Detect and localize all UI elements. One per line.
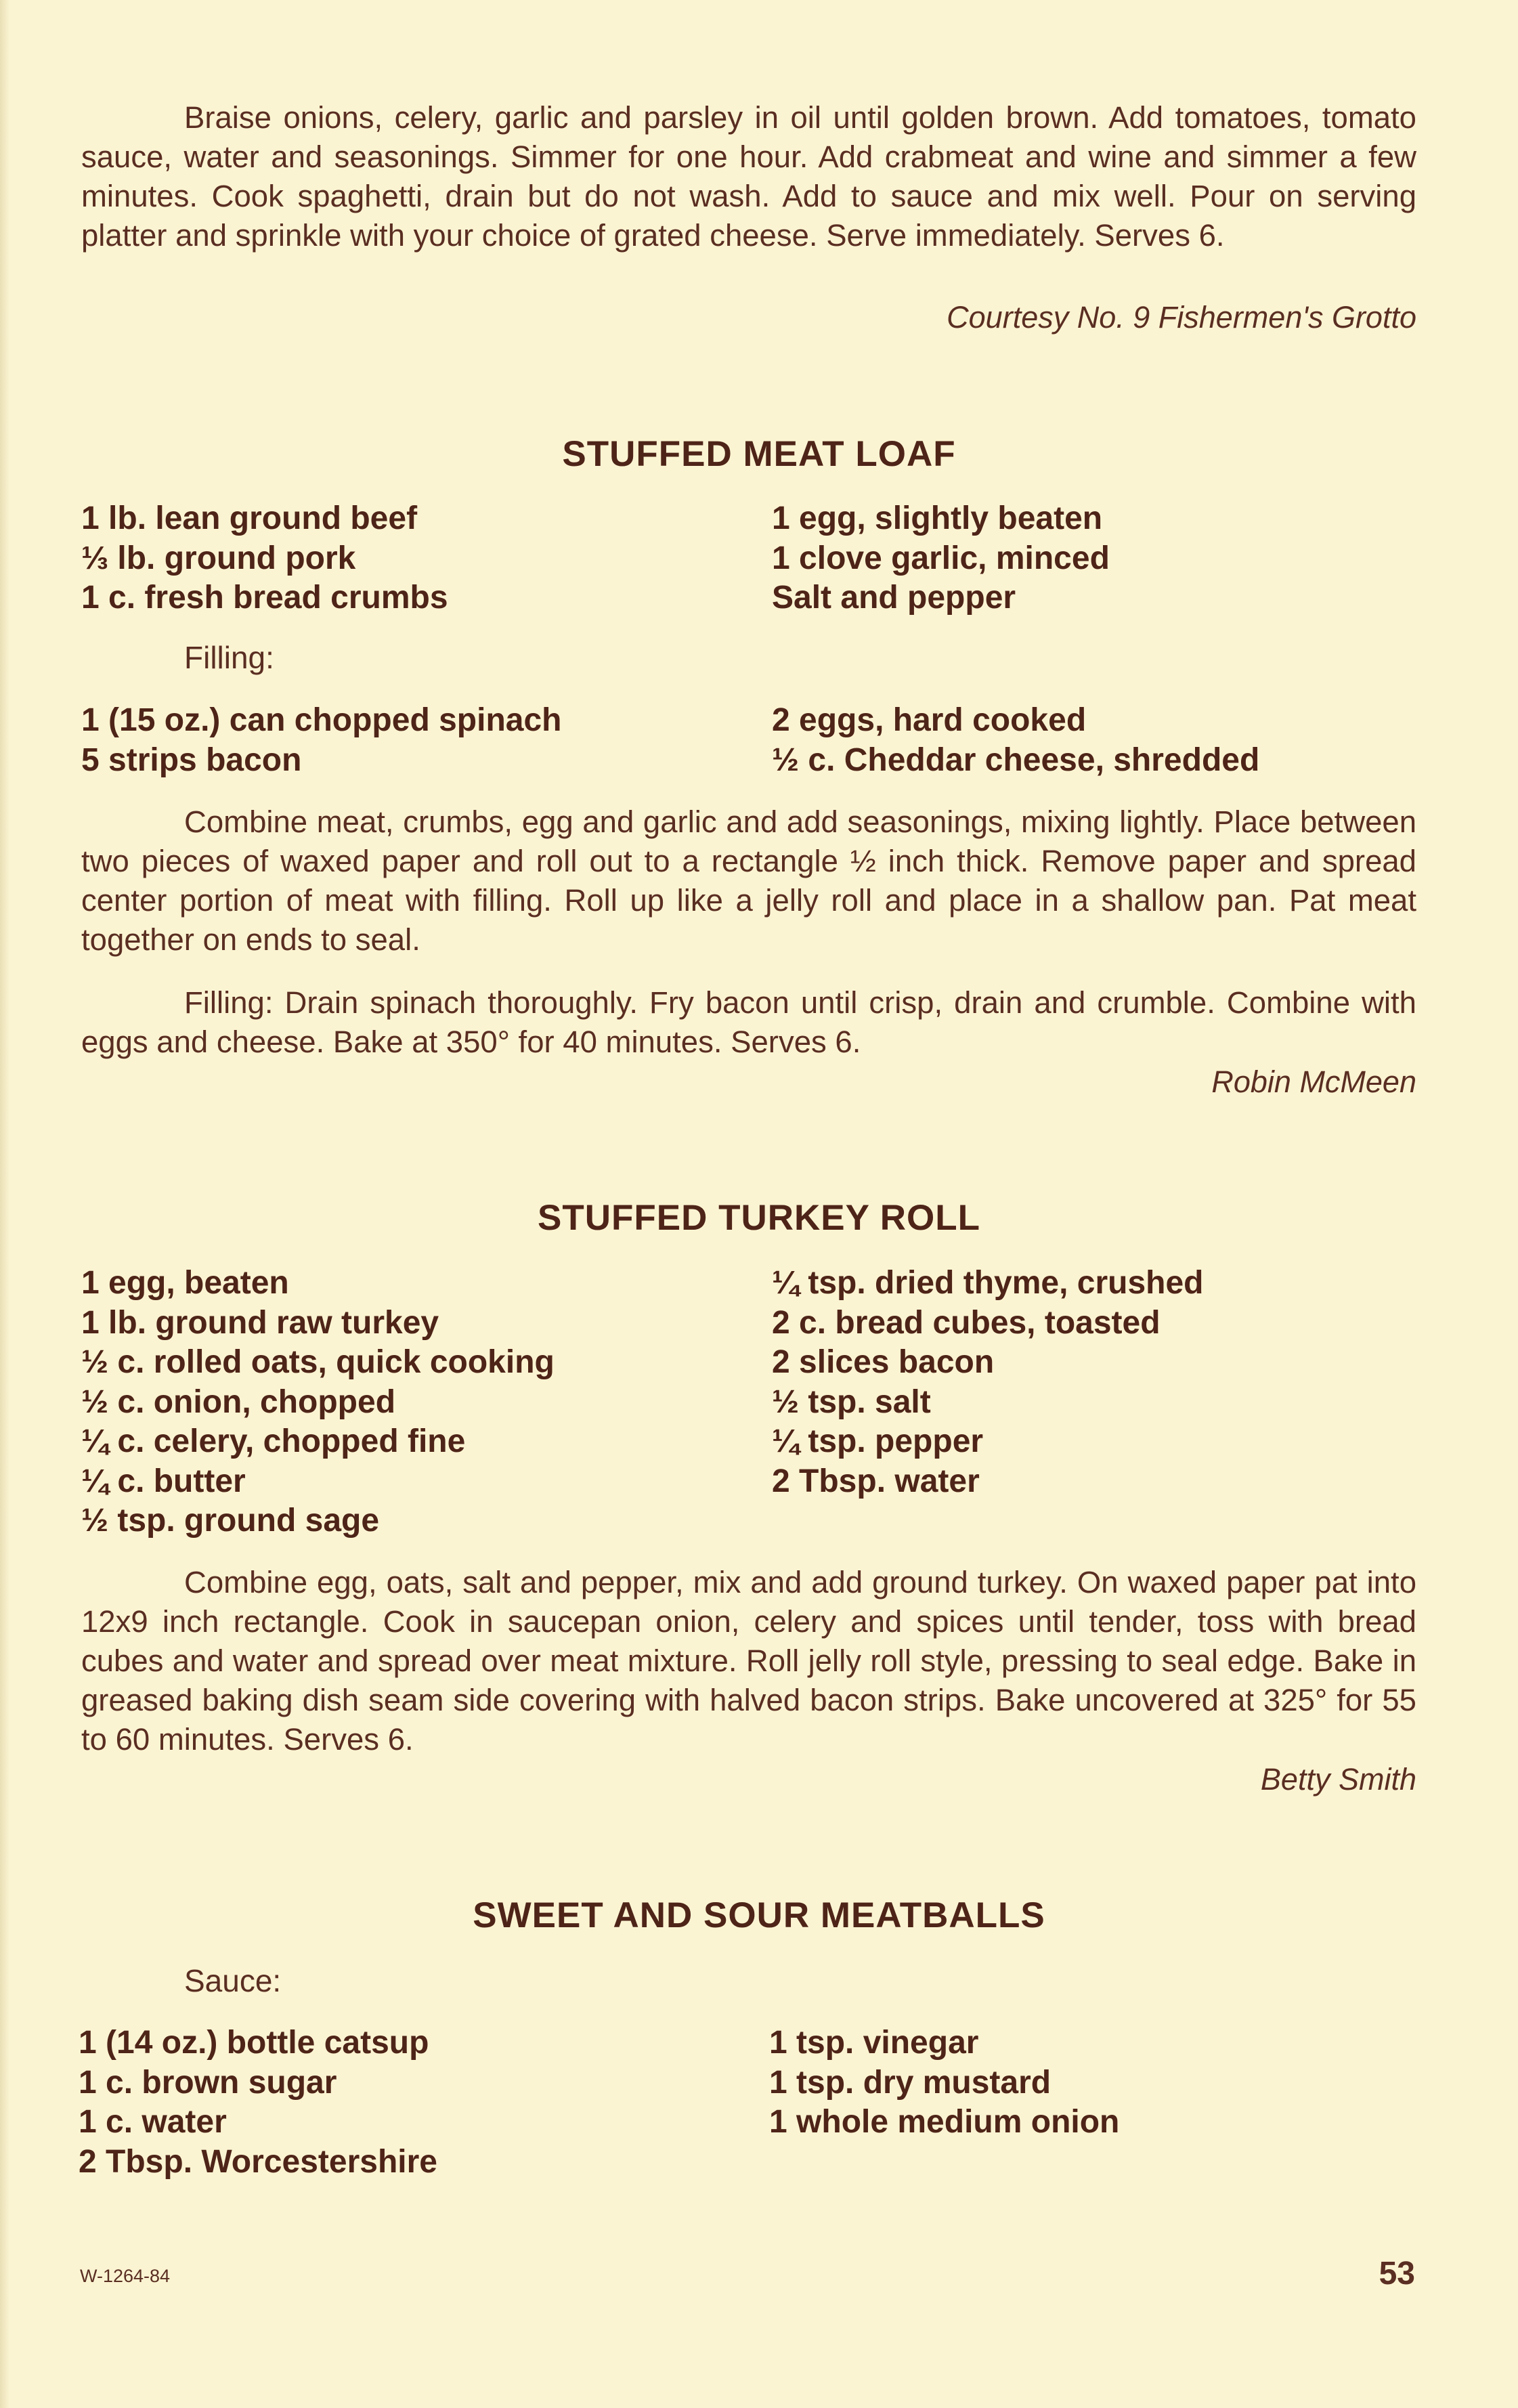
footer-code: W-1264-84 (80, 2266, 171, 2286)
meat-loaf-credit: Robin McMeen (1211, 1065, 1416, 1099)
ingredient-item: 2 Tbsp. Worcestershire (79, 2143, 437, 2180)
ingredient-item: 1 tsp. vinegar (769, 2025, 979, 2061)
intro-credit: Courtesy No. 9 Fishermen's Grotto (947, 300, 1416, 335)
ingredient-item: ½ c. onion, chopped (81, 1383, 396, 1420)
ingredient-item: 2 c. bread cubes, toasted (772, 1304, 1161, 1341)
ingredient-item: ¼ tsp. dried thyme, crushed (772, 1265, 1204, 1301)
ingredient-item: ¼ tsp. pepper (772, 1423, 984, 1459)
ingredient-item: 1 egg, slightly beaten (772, 500, 1103, 536)
ingredient-item: 1 (15 oz.) can chopped spinach (81, 702, 562, 738)
meatballs-sauce-ingredients-left (79, 2023, 437, 2182)
meatballs-sauce-ingredients-right (769, 2023, 1119, 2143)
meat-loaf-ingredients-left (81, 499, 448, 618)
ingredient-item: ½ tsp. ground sage (81, 1503, 380, 1539)
ingredient-item: 2 eggs, hard cooked (772, 702, 1087, 738)
meat-loaf-filling-directions: Filling: Drain spinach thoroughly. Fry bacon until crisp, drain and crumble. Combine with eggs and cheese. Bake at 350° for 40 minutes. Serves 6. (81, 985, 1416, 1059)
turkey-roll-ingredients-left (81, 1264, 555, 1541)
ingredient-item: 1 lb. ground raw turkey (81, 1304, 439, 1341)
meat-loaf-directions: Combine meat, crumbs, egg and garlic and add seasonings, mixing lightly. Place between two pieces of waxed paper and roll out to a rectangle ½ inch thick. Remove paper and spread center portion of meat with filling. Roll up like a jelly roll and place in a shallow pan. Pat meat together on ends to seal. (81, 804, 1416, 957)
filling-label: Filling: (184, 640, 274, 675)
ingredient-item: ¼ c. butter (81, 1463, 246, 1499)
ingredient-item: 1 c. water (79, 2104, 227, 2140)
ingredient-item: 1 (14 oz.) bottle catsup (79, 2025, 429, 2061)
meat-loaf-ingredients-right (772, 499, 1110, 618)
ingredient-item: Salt and pepper (772, 580, 1016, 616)
recipe-title-stuffed-meat-loaf: STUFFED MEAT LOAF (562, 434, 956, 474)
ingredient-item: ½ c. rolled oats, quick cooking (81, 1344, 555, 1380)
sauce-label: Sauce: (184, 1963, 282, 1998)
turkey-roll-directions: Combine egg, oats, salt and pepper, mix and add ground turkey. On waxed paper pat into 12x9 inch rectangle. Cook in saucepan onion, celery and spices until tender, toss with bread cubes and water and spread over meat mixture. Roll jelly roll style, pressing to seal edge. Bake in greased baking dish seam side covering with halved bacon strips. Bake uncovered at 325° for 55 to 60 minutes. Serves 6. (81, 1565, 1416, 1757)
ingredient-item: ¼ c. celery, chopped fine (81, 1423, 466, 1459)
turkey-roll-credit: Betty Smith (1260, 1762, 1416, 1797)
ingredient-item: 1 c. brown sugar (79, 2064, 337, 2101)
intro-directions: Braise onions, celery, garlic and parsley in oil until golden brown. Add tomatoes, tomato sauce, water and seasonings. Simmer for one hour. Add crabmeat and wine and simmer a few minutes. Cook spaghetti, drain but do not wash. Add to sauce and mix well. Pour on serving platter and sprinkle with your choice of grated cheese. Serve immediately. Serves 6. (81, 100, 1416, 253)
ingredient-item: 1 lb. lean ground beef (81, 500, 418, 536)
recipe-title-sweet-and-sour-meatballs: SWEET AND SOUR MEATBALLS (473, 1895, 1045, 1935)
ingredient-item: ½ tsp. salt (772, 1383, 931, 1420)
meat-loaf-filling-left (81, 701, 561, 780)
ingredient-item: 1 egg, beaten (81, 1265, 289, 1301)
ingredient-item: 2 slices bacon (772, 1344, 995, 1380)
ingredient-item: 2 Tbsp. water (772, 1463, 980, 1499)
ingredient-item: 5 strips bacon (81, 741, 302, 778)
ingredient-item: 1 c. fresh bread crumbs (81, 580, 448, 616)
ingredient-item: 1 clove garlic, minced (772, 540, 1110, 576)
ingredient-item: ⅓ lb. ground pork (81, 540, 356, 576)
ingredient-item: ½ c. Cheddar cheese, shredded (772, 741, 1260, 778)
turkey-roll-ingredients-right (772, 1264, 1204, 1501)
meat-loaf-filling-right (772, 701, 1259, 780)
page-number: 53 (1379, 2256, 1415, 2292)
ingredient-item: 1 whole medium onion (769, 2104, 1120, 2140)
ingredient-item: 1 tsp. dry mustard (769, 2064, 1051, 2101)
recipe-title-stuffed-turkey-roll: STUFFED TURKEY ROLL (537, 1198, 981, 1238)
